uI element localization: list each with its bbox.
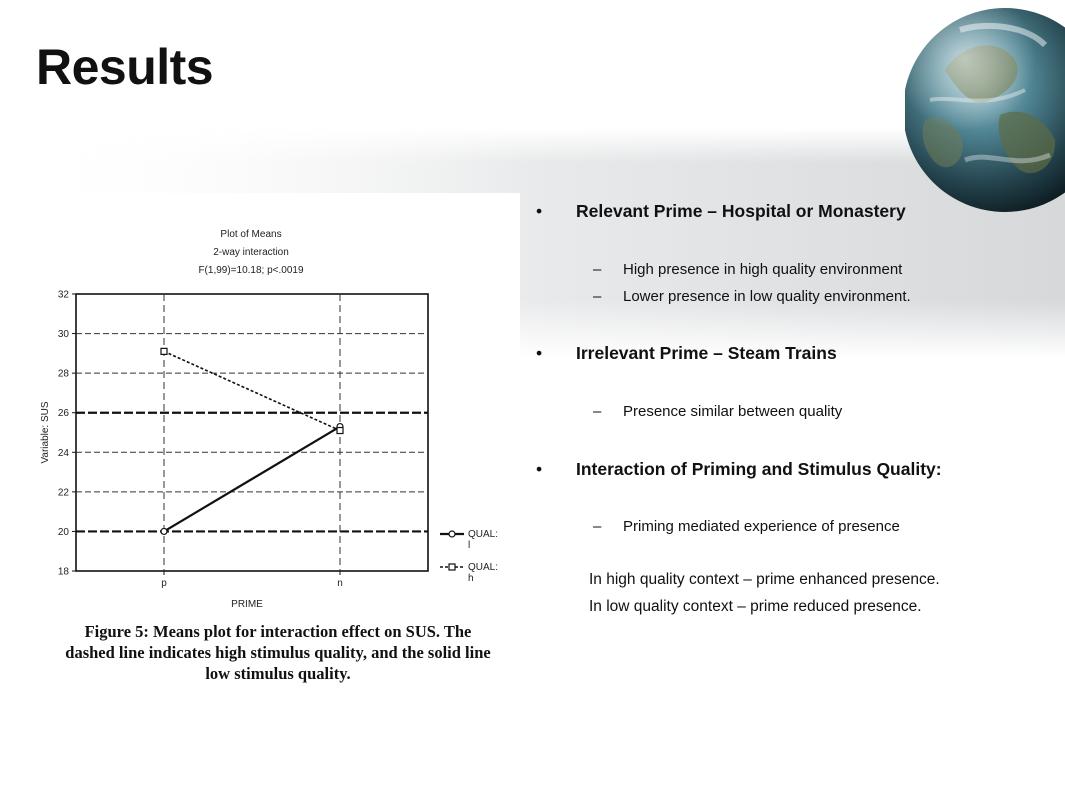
chart-title: Plot of Means bbox=[220, 229, 282, 240]
sub-bullet-text: High presence in high quality environment bbox=[623, 261, 903, 278]
data-point bbox=[161, 348, 167, 354]
chart-subtitle: 2-way interaction bbox=[213, 247, 289, 258]
x-axis-label: PRIME bbox=[231, 599, 263, 610]
caption-line: dashed line indicates high stimulus quality, and the solid line bbox=[65, 643, 491, 662]
sub-bullet-text: Presence similar between quality bbox=[623, 403, 843, 420]
sub-bullet-glyph: – bbox=[593, 518, 602, 535]
means-plot-chart bbox=[36, 193, 520, 613]
y-tick-label: 28 bbox=[57, 368, 69, 380]
sub-bullet-glyph: – bbox=[593, 288, 602, 305]
note-text: In low quality context – prime reduced presence. bbox=[589, 598, 922, 615]
x-tick-label: p bbox=[161, 578, 167, 589]
data-point bbox=[337, 428, 343, 434]
legend-marker bbox=[449, 564, 455, 570]
bullet-relevant-prime bbox=[536, 201, 906, 222]
series-line bbox=[164, 427, 340, 532]
caption-line: low stimulus quality. bbox=[205, 664, 351, 683]
plot-frame bbox=[76, 294, 428, 571]
bullet-irrelevant-prime bbox=[536, 343, 837, 364]
y-tick-label: 22 bbox=[57, 487, 69, 499]
bullet-text: Interaction of Priming and Stimulus Quality: bbox=[576, 459, 942, 479]
y-tick-label: 26 bbox=[57, 408, 69, 420]
sub-bullet bbox=[593, 403, 842, 420]
bullet-text: Irrelevant Prime – Steam Trains bbox=[576, 343, 837, 363]
bullet-glyph: • bbox=[536, 201, 543, 221]
legend-marker bbox=[449, 531, 455, 537]
legend-label: l bbox=[468, 540, 471, 551]
sub-bullet-text: Lower presence in low quality environment. bbox=[623, 288, 911, 305]
bullet-glyph: • bbox=[536, 343, 543, 363]
globe-icon bbox=[905, 0, 1065, 226]
sub-bullet bbox=[593, 261, 902, 278]
series-line bbox=[164, 351, 340, 430]
legend-label: QUAL: bbox=[468, 529, 499, 540]
y-tick-label: 20 bbox=[57, 526, 69, 538]
chart-subtitle: F(1,99)=10.18; p<.0019 bbox=[198, 265, 304, 276]
caption-line: Figure 5: Means plot for interaction effect on SUS. The bbox=[84, 622, 472, 641]
legend-label: h bbox=[468, 573, 474, 584]
legend-label: QUAL: bbox=[468, 562, 499, 573]
y-tick-label: 18 bbox=[57, 566, 69, 578]
slide-title: Results bbox=[36, 39, 214, 95]
y-axis-label: Variable: SUS bbox=[40, 401, 51, 464]
y-tick-label: 24 bbox=[57, 447, 69, 459]
note-text: In high quality context – prime enhanced presence. bbox=[589, 571, 940, 588]
bullet-glyph: • bbox=[536, 459, 543, 479]
bullet-interaction bbox=[536, 459, 942, 480]
bullet-text: Relevant Prime – Hospital or Monastery bbox=[576, 201, 906, 221]
x-tick-label: n bbox=[337, 578, 343, 589]
sub-bullet-glyph: – bbox=[593, 403, 602, 420]
y-tick-label: 30 bbox=[57, 329, 69, 341]
sub-bullet bbox=[593, 518, 900, 535]
figure-caption bbox=[36, 621, 520, 684]
sub-bullet bbox=[593, 288, 911, 305]
y-tick-label: 32 bbox=[57, 289, 69, 301]
sub-bullet-text: Priming mediated experience of presence bbox=[623, 518, 900, 535]
data-point bbox=[161, 528, 167, 534]
figure bbox=[36, 193, 520, 693]
sub-bullet-glyph: – bbox=[593, 261, 602, 278]
